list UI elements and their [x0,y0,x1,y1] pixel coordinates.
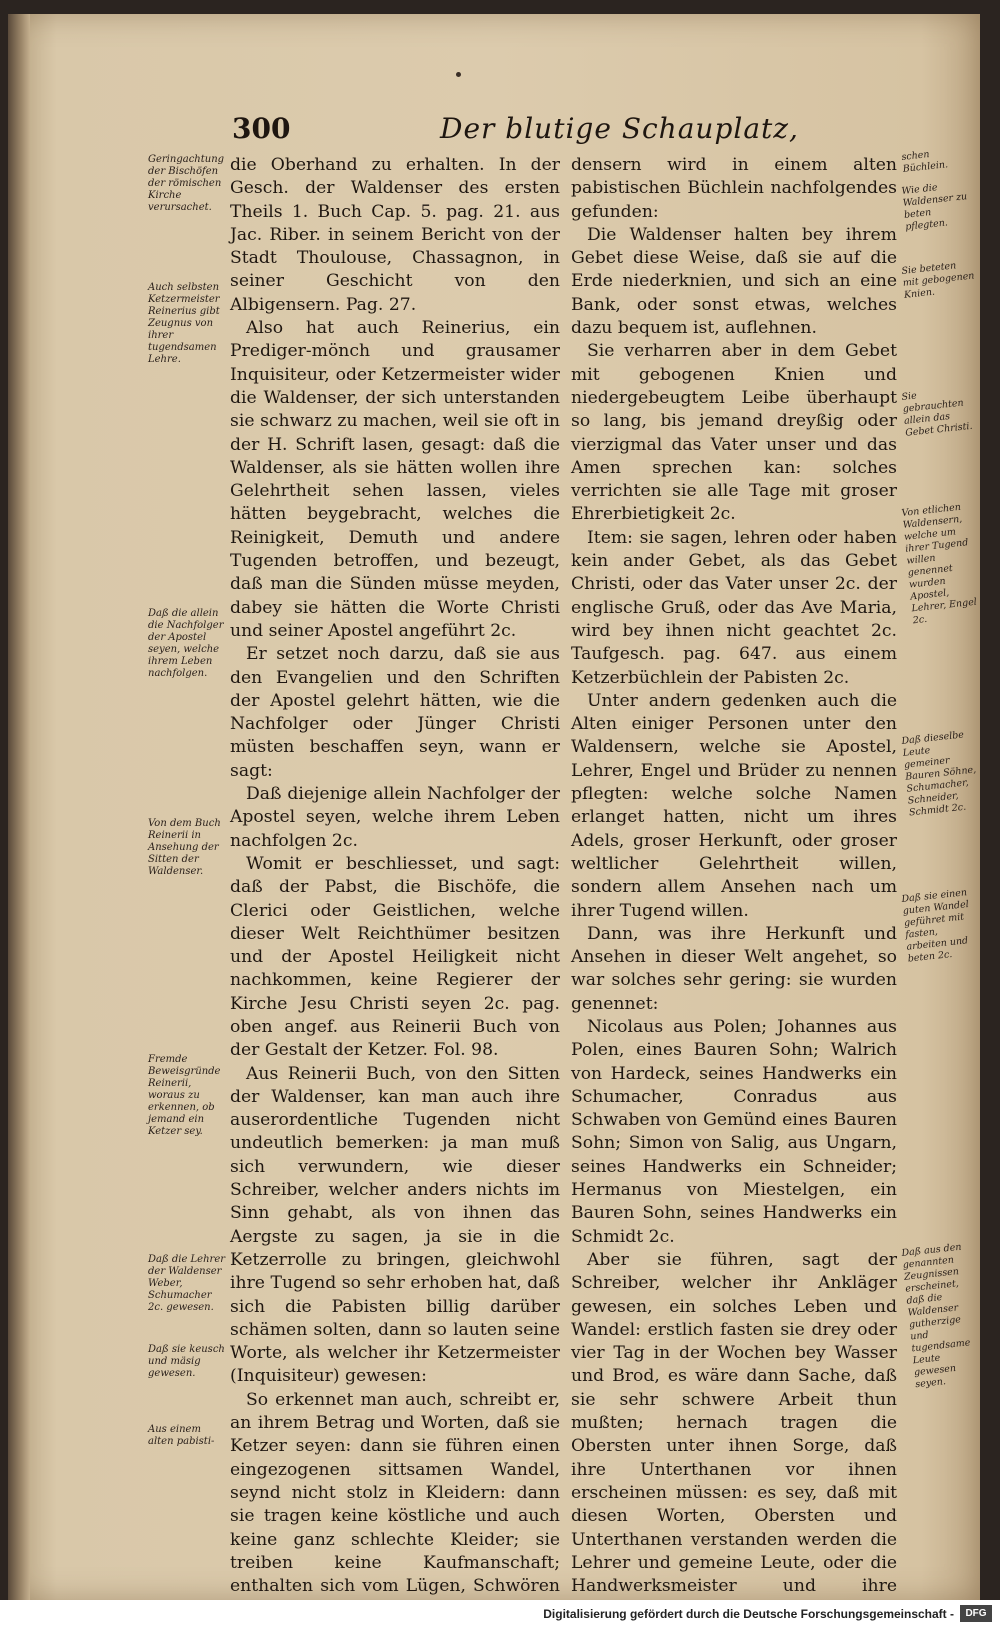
right-margin-note: Sie beteten mit gebogenen Knien. [901,260,975,301]
left-margin-note: Von dem Buch Reinerii in Ansehung der Sitten der Waldenser. [148,818,221,877]
right-margin-note: Sie gebrauchten allein das Gebet Christi. [901,390,974,439]
paragraph: Womit er beschliesset, und sagt: daß der Pabst, die Bischöfe, die Clerici oder Geistlichen, welche dieser Welt Reichthümer besitzen und der Apostel Heiligkeit nicht nachkommen, keine Regierer der Kirche Jesu Christi seyen 2c. pag. oben angef. aus Reinerii Buch von der Gestalt der Ketzer. Fol. 98. [230,853,560,1061]
book-spine [8,14,30,1600]
right-margin-note: Daß dieselbe Leute gemeiner Bauren Söhne, Schumacher, Schneider, Schmidt 2c. [901,729,977,819]
paragraph: Dann, was ihre Herkunft und Ansehen in dieser Welt angehet, so war solches sehr gering: sie wurden genennet: [571,923,897,1014]
page-number: 300 [232,112,291,145]
paragraph: Die Waldenser halten bey ihrem Gebet diese Weise, daß sie auf die Erde niederknien, und sich an eine Bank, oder sonst etwas, welches dazu bequem ist, auflehnen. [571,224,897,339]
paragraph: Nicolaus aus Polen; Johannes aus Polen, eines Bauren Sohn; Walrich von Hardeck, seines Handwerks ein Schumacher, Conradus aus Schwaben von Gemünd eines Bauren Sohn; Simon von Salig, aus Ungarn, seines Handwerks ein Schneider; Hermanus von Miestelgen, ein Bauren Sohn, seines Handwerks ein Schmidt 2c. [571,1016,897,1247]
left-margin-note: Fremde Beweisgründe Reinerii, woraus zu erkennen, ob jemand ein Ketzer sey. [148,1054,221,1137]
running-head: Der blutige Schauplatz, [440,112,799,145]
left-margin-note: Daß sie keusch und mäsig gewesen. [148,1344,225,1379]
right-margin-note: Daß sie einen guten Wandel geführet mit fasten, arbeiten und beten 2c. [901,887,970,965]
paragraph: Daß diejenige allein Nachfolger der Apostel seyen, welche ihrem Leben nachfolgen 2c. [230,784,560,851]
digitization-footer [0,1600,1000,1628]
right-margin-note: schen Büchlein. [901,149,949,175]
paragraph: Item: sie sagen, lehren oder haben kein ander Gebet, als das Gebet Christi, oder das Vater unser 2c. der englische Gruß, oder das Ave Maria, wird bey ihnen nicht geachtet 2c. Taufgesch. pag. 647. aus einem Ketzerbüchlein der Pabisten 2c. [571,527,897,688]
right-text-column [571,154,897,1600]
paragraph: die Oberhand zu erhalten. In der Gesch. der Waldenser des ersten Theils 1. Buch Cap. 5. pag. 21. aus Jac. Riber. in seinem Bericht von der Stadt Thoulouse, Chassagnon, in seiner Geschicht von den Albigensern. Pag. 27. [230,155,560,315]
left-margin-note: Auch selbsten Ketzermeister Reinerius gibt Zeugnus von ihrer tugendsamen Lehre. [148,282,220,365]
dfg-logo: DFG [960,1605,992,1622]
left-margin-note: Daß die allein die Nachfolger der Apostel seyen, welche ihrem Leben nachfolgen. [148,608,224,679]
paragraph: densern wird in einem alten pabistischen Büchlein nachfolgendes gefunden: [571,155,897,222]
book-page [8,14,980,1600]
left-margin-note: Daß die Lehrer der Waldenser Weber, Schumacher 2c. gewesen. [148,1254,226,1313]
paragraph: Aus Reinerii Buch, von den Sitten der Waldenser, kan man auch ihre auserordentliche Tugenden nicht undeutlich bemerken: ja man muß sich verwundern, wie dieser Schreiber, welcher anders nichts im Sinn gehabt, als von ihnen das Aergste zu sagen, ja sie in die Ketzerrolle zu bringen, gleichwohl ihre Tugend so sehr erhoben hat, daß sich die Pabisten billig darüber schämen solten, dann so lauten seine Worte, als welcher ihr Ketzermeister (Inquisiteur) gewesen: [230,1063,560,1387]
left-margin-note: Aus einem alten pabisti- [148,1424,215,1447]
paragraph: Er setzet noch darzu, daß sie aus den Evangelien und den Schriften der Apostel gelehrt hätten, wie die Nachfolger oder Jünger Christi müsten beschaffen seyn, wann er sagt: [230,644,560,781]
footer-credit: Digitalisierung gefördert durch die Deutsche Forschungsgemeinschaft - [543,1607,954,1621]
paragraph: Unter andern gedenken auch die Alten einiger Personen unter den Waldensern, welche sie Apostel, Lehrer, Engel und Brüder zu nennen pflegten: welche solche Namen erlanget hatten, nicht um ihres Adels, groser Herkunft, oder groser weltlicher Gelehrtheit willen, sondern allem Ansehen nach um ihrer Tugend willen. [571,690,897,921]
paragraph: Aber sie führen, sagt der Schreiber, welcher ihr Ankläger gewesen, ein solches Leben und Wandel: erstlich fasten sie drey oder vier Tag in der Wochen bey Wasser und Brod, es wäre dann Sache, daß sie sehr schwere Arbeit thun mußten; hernach tragen die Obersten unter ihnen Sorge, daß ihre Unterthanen vor ihnen erscheinen müssen: es sey, daß mit diesen Worten, Obersten und Unterthanen verstanden werden die Lehrer und gemeine Leute, oder die Handwerksmeister und ihre [571,1249,897,1597]
left-text-column [230,154,560,1600]
right-margin-note: Daß aus den genannten Zeugnissen erscheinet, daß die Waldenser gutherzige und tugendsame Leute gewesen seyen. [901,1241,971,1391]
paragraph: So erkennet man auch, schreibt er, an ihrem Betrag und Worten, daß sie Ketzer seyen: dann sie führen einen eingezogenen sittsamen Wandel, seynd nicht stolz in Kleidern: dann sie tragen keine köstliche und auch keine ganz schlechte Kleider; sie treiben keine Kaufmanschaft; enthalten sich vom Lügen, Schwören [230,1389,560,1597]
page-header [232,112,932,158]
paragraph: Sie verharren aber in dem Gebet mit gebogenen Knien und niedergebeugtem Leibe überhaupt so lang, bis jemand dreyßig oder vierzigmal das Vater unser und das Amen sprechen kan: solches verrichten sie alle Tage mit groser Ehrerbietigkeit 2c. [571,341,897,525]
page-dot [456,72,461,77]
right-margin-note: Von etlichen Waldensern, welche um ihrer Tugend willen genennet wurden Apostel, Lehrer, Engel 2c. [901,501,978,627]
paragraph: Also hat auch Reinerius, ein Prediger-mönch und grausamer Inquisiteur, oder Ketzermeister wider die Waldenser, der sich unterstanden sie schwarz zu machen, weil sie oft in der H. Schrift lasen, gesagt: daß die Waldenser, als sie hätten wollen ihre Gelehrtheit sehen lassen, vieles hätten beygebracht, welches die Reinigkeit, Demuth und andere Tugenden betroffen, und bezeugt, daß man die Sünden müsse meyden, dabey sie hätten die Worte Christi und seiner Apostel angeführt 2c. [230,318,560,641]
left-margin-note: Geringachtung der Bischöfen der römischen Kirche verursachet. [148,154,225,213]
right-margin-note: Wie die Waldenser zu beten pflegten. [901,182,968,233]
